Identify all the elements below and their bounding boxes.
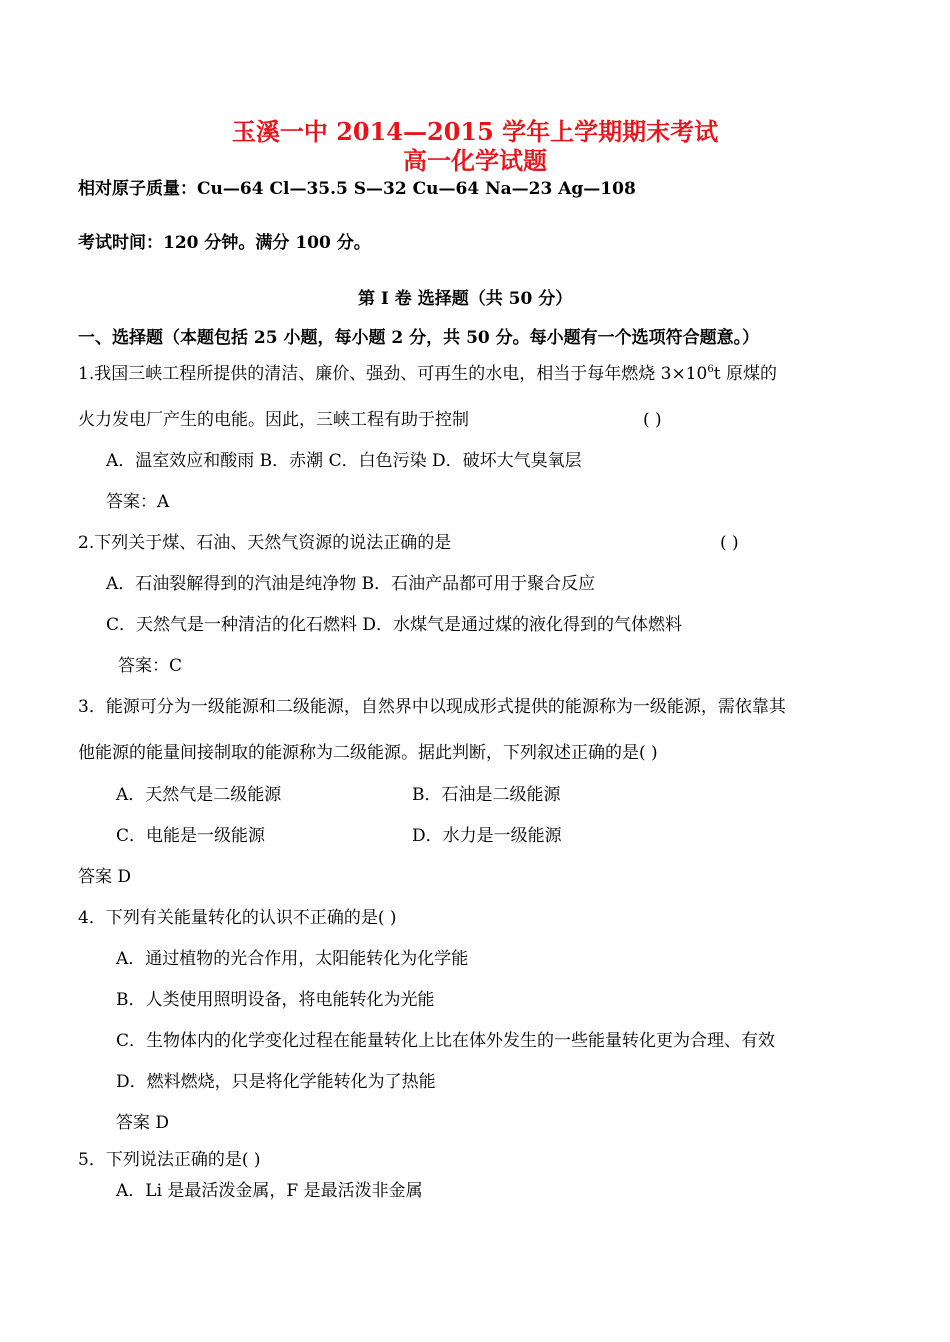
question-4-option-c: C．生物体内的化学变化过程在能量转化上比在体外发生的一些能量转化更为合理、有效 bbox=[116, 1031, 776, 1051]
question-1-bracket: ( ) bbox=[643, 410, 662, 430]
question-5-option-a: A．Li 是最活泼金属，F 是最活泼非金属 bbox=[116, 1181, 423, 1201]
exam-subtitle: 高一化学试题 bbox=[403, 146, 547, 175]
exponent: 6 bbox=[707, 364, 714, 375]
question-2-options-line1: A．石油裂解得到的汽油是纯净物 B．石油产品都可用于聚合反应 bbox=[106, 574, 596, 594]
question-4-option-b: B．人类使用照明设备，将电能转化为光能 bbox=[116, 990, 435, 1010]
question-4-answer: 答案 D bbox=[116, 1113, 170, 1133]
section-instructions: 一、选择题（本题包括 25 小题，每小题 2 分，共 50 分。每小题有一个选项符合题意。） bbox=[78, 328, 760, 348]
question-3-stem-line1: 3．能源可分为一级能源和二级能源，自然界中以现成形式提供的能源称为一级能源，需依靠其 bbox=[78, 697, 786, 717]
question-3-answer: 答案 D bbox=[78, 867, 132, 887]
question-4-option-d: D．燃料燃烧，只是将化学能转化为了热能 bbox=[116, 1072, 436, 1092]
question-1-options: A．温室效应和酸雨 B．赤潮 C．白色污染 D．破坏大气臭氧层 bbox=[106, 451, 582, 471]
question-3-option-a: A．天然气是二级能源 bbox=[116, 785, 282, 805]
atomic-mass-info: 相对原子质量：Cu—64 Cl—35.5 S—32 Cu—64 Na—23 Ag—108 bbox=[78, 179, 636, 199]
question-2-stem: 2.下列关于煤、石油、天然气资源的说法正确的是 bbox=[78, 533, 452, 553]
question-3-option-b: B．石油是二级能源 bbox=[412, 785, 561, 805]
exam-title: 玉溪一中 2014—2015 学年上学期期末考试 bbox=[231, 117, 719, 146]
exam-time-info: 考试时间：120 分钟。满分 100 分。 bbox=[78, 233, 371, 253]
question-2-answer: 答案：C bbox=[118, 656, 183, 676]
question-4-option-a: A．通过植物的光合作用，太阳能转化为化学能 bbox=[116, 949, 469, 969]
question-2-bracket: ( ) bbox=[720, 533, 739, 553]
question-3-option-c: C．电能是一级能源 bbox=[116, 826, 266, 846]
question-5-stem: 5．下列说法正确的是( ) bbox=[78, 1150, 261, 1170]
question-2-options-line2: C．天然气是一种清洁的化石燃料 D．水煤气是通过煤的液化得到的气体燃料 bbox=[106, 615, 683, 635]
question-3-option-d: D．水力是一级能源 bbox=[412, 826, 562, 846]
question-3-stem-line2: 他能源的能量间接制取的能源称为二级能源。据此判断，下列叙述正确的是( ) bbox=[78, 743, 658, 763]
question-1-answer: 答案：A bbox=[106, 492, 170, 512]
volume-title: 第 I 卷 选择题（共 50 分） bbox=[358, 289, 573, 309]
question-1-stem-line1: 1.我国三峡工程所提供的清洁、廉价、强劲、可再生的水电，相当于每年燃烧 $3\times 10^6t$ 原煤的 bbox=[78, 364, 777, 384]
question-1-stem-line2: 火力发电厂产生的电能。因此，三峡工程有助于控制 bbox=[78, 410, 469, 430]
question-4-stem: 4．下列有关能量转化的认识不正确的是( ) bbox=[78, 908, 397, 928]
